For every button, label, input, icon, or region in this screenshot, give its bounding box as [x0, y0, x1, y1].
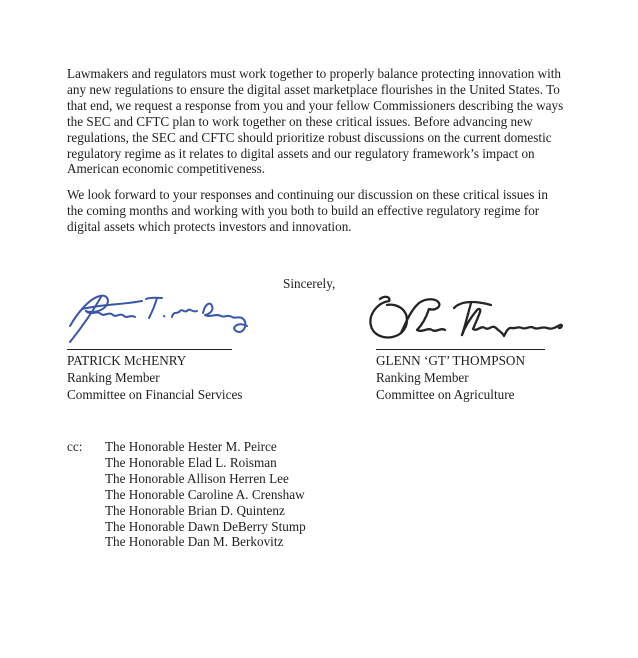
text-line: that end, we request a response from you and your fellow Commissioners describing the ways: [67, 97, 564, 113]
cc-list: [105, 439, 306, 550]
text-line: the coming months and working with you both to build an effective regulatory regime for: [67, 202, 540, 218]
signer-committee: Committee on Financial Services: [67, 387, 243, 402]
text-line: Lawmakers and regulators must work together to properly balance protecting innovation with: [67, 66, 562, 81]
cc-recipient: The Honorable Brian D. Quintenz: [105, 502, 285, 518]
cc-recipient: The Honorable Hester M. Peirce: [105, 439, 277, 454]
text-line: American economic competitiveness.: [67, 161, 266, 177]
body-paragraph-1: [67, 66, 587, 177]
signer-block-mchenry: [67, 352, 242, 403]
body-paragraph-2: [67, 187, 587, 235]
text-line: any new regulations to ensure the digital asset marketplace flourishes in the United States. To: [67, 81, 560, 97]
signer-title: Ranking Member: [67, 370, 160, 385]
text-line: regulatory regime as it relates to digital assets and our regulatory framework’s impact on: [67, 145, 535, 161]
signer-name: GLENN ‘GT’ THOMPSON: [376, 353, 525, 368]
text-line: We look forward to your responses and continuing our discussion on these critical issues in: [67, 187, 548, 202]
cc-recipient: The Honorable Elad L. Roisman: [105, 454, 277, 470]
signer-name: PATRICK McHENRY: [67, 353, 187, 368]
signer-block-thompson: [376, 352, 525, 403]
text-line: the SEC and CFTC plan to work together on these critical issues. Before advancing new: [67, 113, 533, 129]
thompson-signature-strokes: [370, 297, 561, 338]
cc-label: cc:: [67, 439, 83, 454]
cc-recipient: The Honorable Dawn DeBerry Stump: [105, 518, 306, 534]
signer-committee: Committee on Agriculture: [376, 387, 515, 402]
closing-salutation: Sincerely,: [283, 276, 336, 291]
signature-line-mchenry: [67, 349, 232, 350]
signer-title: Ranking Member: [376, 370, 469, 385]
text-line: digital assets which protects investors and innovation.: [67, 218, 352, 234]
cc-recipient: The Honorable Allison Herren Lee: [105, 470, 289, 486]
cc-recipient: The Honorable Dan M. Berkovitz: [105, 534, 284, 550]
signature-line-thompson: [376, 349, 545, 350]
thompson-signature: [362, 288, 574, 352]
mchenry-signature: [58, 290, 258, 352]
cc-recipient: The Honorable Caroline A. Crenshaw: [105, 486, 305, 502]
text-line: regulations, the SEC and CFTC should prioritize robust discussions on the current domestic: [67, 129, 552, 145]
mchenry-signature-strokes: [70, 296, 247, 342]
